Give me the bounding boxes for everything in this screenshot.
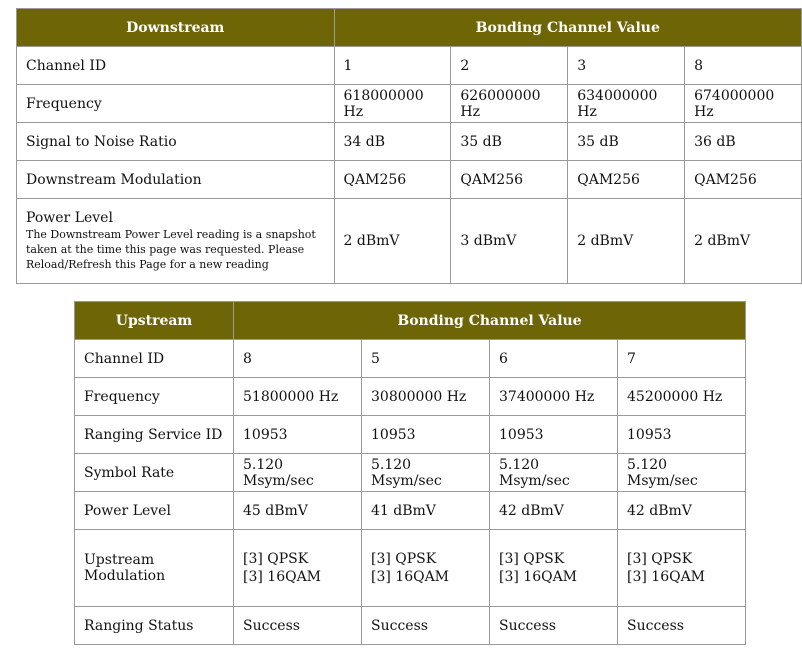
cell-value: 10953: [490, 416, 617, 453]
cell-value: 1: [335, 47, 451, 84]
upstream-header-row: [75, 302, 745, 339]
row-label: Upstream Modulation: [75, 530, 233, 606]
modulation-line: [3] QPSK: [627, 551, 693, 567]
upstream-title: Upstream: [75, 302, 233, 339]
cell-value: QAM256: [335, 161, 451, 198]
cell-value: 10953: [234, 416, 361, 453]
downstream-title: Downstream: [17, 9, 334, 46]
cell-value: 626000000 Hz: [451, 85, 567, 122]
upstream-symbol-rate-row: [75, 454, 745, 491]
cell-value: QAM256: [685, 161, 801, 198]
cell-value: 2 dBmV: [335, 199, 451, 283]
cell-value: 45 dBmV: [234, 492, 361, 529]
upstream-frequency-row: [75, 378, 745, 415]
upstream-power-row: [75, 492, 745, 529]
row-label: Ranging Status: [75, 607, 233, 644]
cell-value: 3: [568, 47, 684, 84]
row-label: Power Level: [75, 492, 233, 529]
cell-value: 5: [362, 340, 489, 377]
modulation-cell: [618, 530, 745, 606]
downstream-snr-row: [17, 123, 801, 160]
cell-value: 5.120 Msym/sec: [362, 454, 489, 491]
downstream-channel-id-row: [17, 47, 801, 84]
downstream-header-row: [17, 9, 801, 46]
cell-value: 5.120 Msym/sec: [234, 454, 361, 491]
row-label: Ranging Service ID: [75, 416, 233, 453]
modulation-cell: [490, 530, 617, 606]
cell-value: 8: [234, 340, 361, 377]
cell-value: 36 dB: [685, 123, 801, 160]
cell-value: 7: [618, 340, 745, 377]
modulation-cell: [234, 530, 361, 606]
modulation-line: [3] 16QAM: [627, 569, 706, 585]
cell-value: Success: [618, 607, 745, 644]
cell-value: QAM256: [451, 161, 567, 198]
downstream-modulation-row: [17, 161, 801, 198]
cell-value: 37400000 Hz: [490, 378, 617, 415]
cell-value: 5.120 Msym/sec: [618, 454, 745, 491]
cell-value: Success: [234, 607, 361, 644]
cell-value: 5.120 Msym/sec: [490, 454, 617, 491]
row-label: Power Level: [26, 210, 113, 226]
downstream-bonding-title: Bonding Channel Value: [335, 9, 801, 46]
upstream-channel-id-row: [75, 340, 745, 377]
modulation-line: [3] 16QAM: [371, 569, 450, 585]
upstream-ranging-service-id-row: [75, 416, 745, 453]
row-label: Downstream Modulation: [17, 161, 334, 198]
row-label: Signal to Noise Ratio: [17, 123, 334, 160]
cell-value: 30800000 Hz: [362, 378, 489, 415]
modulation-line: [3] 16QAM: [243, 569, 322, 585]
upstream-table: [74, 301, 746, 645]
cell-value: Success: [362, 607, 489, 644]
upstream-bonding-title: Bonding Channel Value: [234, 302, 745, 339]
row-label: Frequency: [17, 85, 334, 122]
modulation-line: [3] 16QAM: [499, 569, 578, 585]
cell-value: 34 dB: [335, 123, 451, 160]
cell-value: 634000000 Hz: [568, 85, 684, 122]
power-level-label-cell: [17, 199, 334, 283]
cell-value: QAM256: [568, 161, 684, 198]
cell-value: 35 dB: [451, 123, 567, 160]
downstream-frequency-row: [17, 85, 801, 122]
cell-value: 6: [490, 340, 617, 377]
cell-value: 2: [451, 47, 567, 84]
cell-value: 41 dBmV: [362, 492, 489, 529]
upstream-ranging-status-row: [75, 607, 745, 644]
modulation-line: [3] QPSK: [243, 551, 309, 567]
cell-value: 3 dBmV: [451, 199, 567, 283]
cell-value: 618000000 Hz: [335, 85, 451, 122]
cell-value: 10953: [618, 416, 745, 453]
row-label: Frequency: [75, 378, 233, 415]
cell-value: 2 dBmV: [568, 199, 684, 283]
row-label: Symbol Rate: [75, 454, 233, 491]
power-level-note: The Downstream Power Level reading is a snapshot taken at the time this page was requested. Please Reload/Refresh this Page for a new reading: [26, 228, 316, 271]
cell-value: 42 dBmV: [618, 492, 745, 529]
cell-value: 8: [685, 47, 801, 84]
cell-value: 51800000 Hz: [234, 378, 361, 415]
cell-value: 45200000 Hz: [618, 378, 745, 415]
upstream-modulation-row: [75, 530, 745, 606]
modulation-line: [3] QPSK: [499, 551, 565, 567]
modulation-line: [3] QPSK: [371, 551, 437, 567]
row-label: Channel ID: [17, 47, 334, 84]
modulation-cell: [362, 530, 489, 606]
cell-value: Success: [490, 607, 617, 644]
cell-value: 42 dBmV: [490, 492, 617, 529]
cell-value: 674000000 Hz: [685, 85, 801, 122]
row-label: Channel ID: [75, 340, 233, 377]
cell-value: 35 dB: [568, 123, 684, 160]
downstream-power-row: [17, 199, 801, 283]
cell-value: 10953: [362, 416, 489, 453]
cell-value: 2 dBmV: [685, 199, 801, 283]
downstream-table: [16, 8, 802, 284]
